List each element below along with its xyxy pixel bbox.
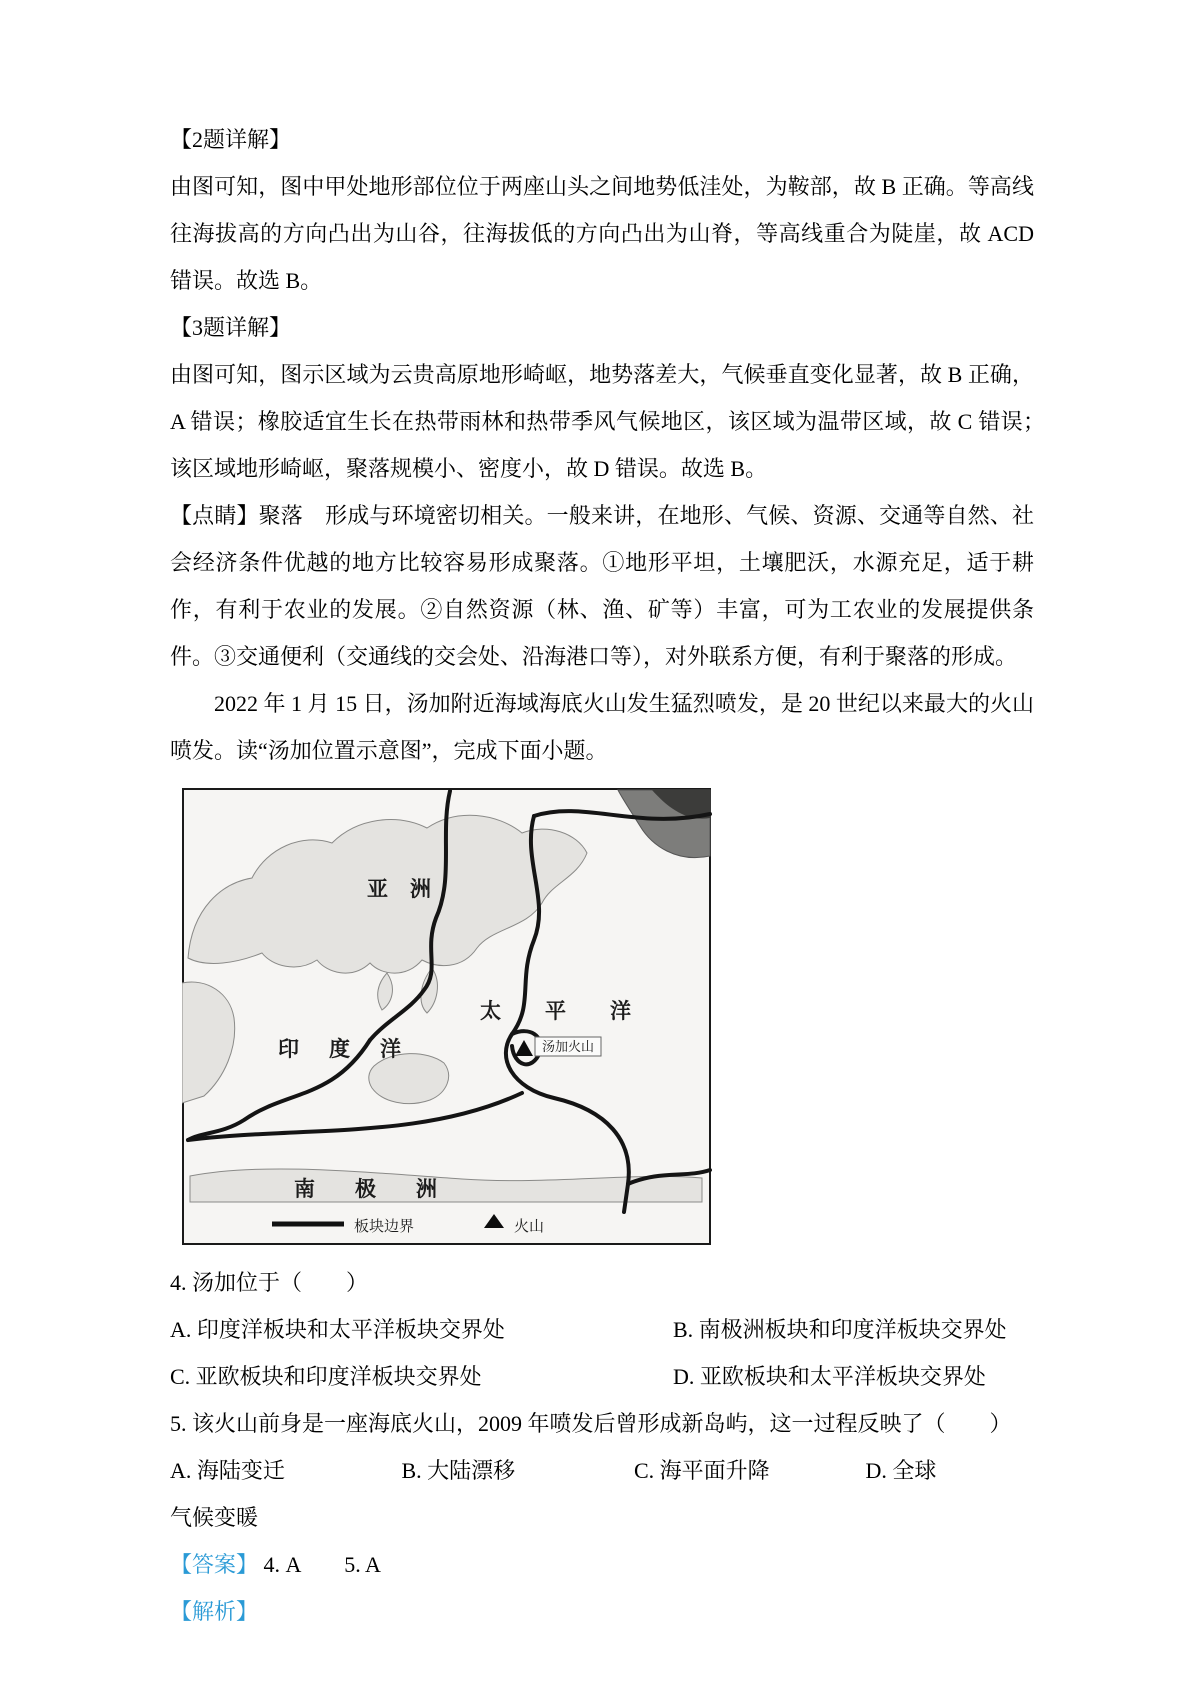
tonga-location-map — [182, 788, 712, 1246]
analysis-label: 【解析】 — [170, 1599, 259, 1624]
question-4-options-row-2 — [170, 1353, 1034, 1400]
landmass-australia — [369, 1054, 449, 1104]
asia-label: 亚洲 — [367, 878, 453, 901]
q5-option-b: B. 大陆漂移 — [401, 1458, 516, 1483]
q4-option-a: A. 印度洋板块和太平洋板块交界处 — [170, 1317, 505, 1342]
tip-paragraph: 【点睛】聚落 形成与环境密切相关。一般来讲，在地形、气候、资源、交通等自然、社会经济条件优越的地方比较容易形成聚落。①地形平坦，土壤肥沃，水源充足，适于耕作，有利于农业的发展。②自然资源（林、渔、矿等）丰富，可为工农业的发展提供条件。③交通便利（交通线的交会处、沿海港口等），对外联系方便，有利于聚落的形成。 — [170, 503, 1034, 669]
q5-option-d: D. 全球气候变暖 — [170, 1458, 937, 1530]
q4-option-c: C. 亚欧板块和印度洋板块交界处 — [170, 1364, 482, 1389]
tonga-label: 汤加火山 — [541, 1039, 595, 1054]
question-4-stem: 4. 汤加位于（ ） — [170, 1270, 369, 1295]
section-heading-q2: 【2题详解】 — [170, 127, 292, 152]
indian-ocean-label: 印度洋 — [278, 1038, 431, 1061]
q4-option-b: B. 南极洲板块和印度洋板块交界处 — [673, 1317, 1007, 1342]
explanation-q2: 由图可知，图中甲处地形部位位于两座山头之间地势低洼处，为鞍部，故 B 正确。等高线往海拔高的方向凸出为山谷，往海拔低的方向凸出为山脊，等高线重合为陡崖，故 ACD 错误。故选 B。 — [170, 174, 1034, 293]
legend-volcano-label: 火山 — [514, 1218, 545, 1235]
answer-label: 【答案】 — [170, 1552, 259, 1577]
pacific-label: 太平洋 — [480, 1000, 675, 1023]
intro-paragraph: 2022 年 1 月 15 日，汤加附近海域海底火山发生猛烈喷发，是 20 世纪以来最大的火山喷发。读“汤加位置示意图”，完成下面小题。 — [170, 691, 1034, 763]
antarctica-label: 南极洲 — [294, 1178, 477, 1201]
answer-value: 4. A 5. A — [263, 1552, 381, 1577]
q4-option-d: D. 亚欧板块和太平洋板块交界处 — [673, 1364, 986, 1389]
explanation-q3: 由图可知，图示区域为云贵高原地形崎岖，地势落差大，气候垂直变化显著，故 B 正确，A 错误；橡胶适宜生长在热带雨林和热带季风气候地区，该区域为温带区域，故 C 错误； 该区域地形崎岖，聚落规模小、密度小，故 D 错误。故选 B。 — [170, 362, 1057, 481]
question-4-options-row-1 — [170, 1306, 1034, 1353]
question-5-options — [170, 1447, 950, 1541]
q5-option-a: A. 海陆变迁 — [170, 1458, 285, 1483]
q5-option-c: C. 海平面升降 — [634, 1458, 770, 1483]
answer-line — [170, 1541, 1034, 1588]
legend-boundary-label: 板块边界 — [354, 1218, 415, 1235]
section-heading-q3: 【3题详解】 — [170, 315, 292, 340]
map-figure — [182, 788, 712, 1251]
question-5-stem: 5. 该火山前身是一座海底火山，2009 年喷发后曾形成新岛屿，这一过程反映了（ ） — [170, 1411, 1012, 1436]
